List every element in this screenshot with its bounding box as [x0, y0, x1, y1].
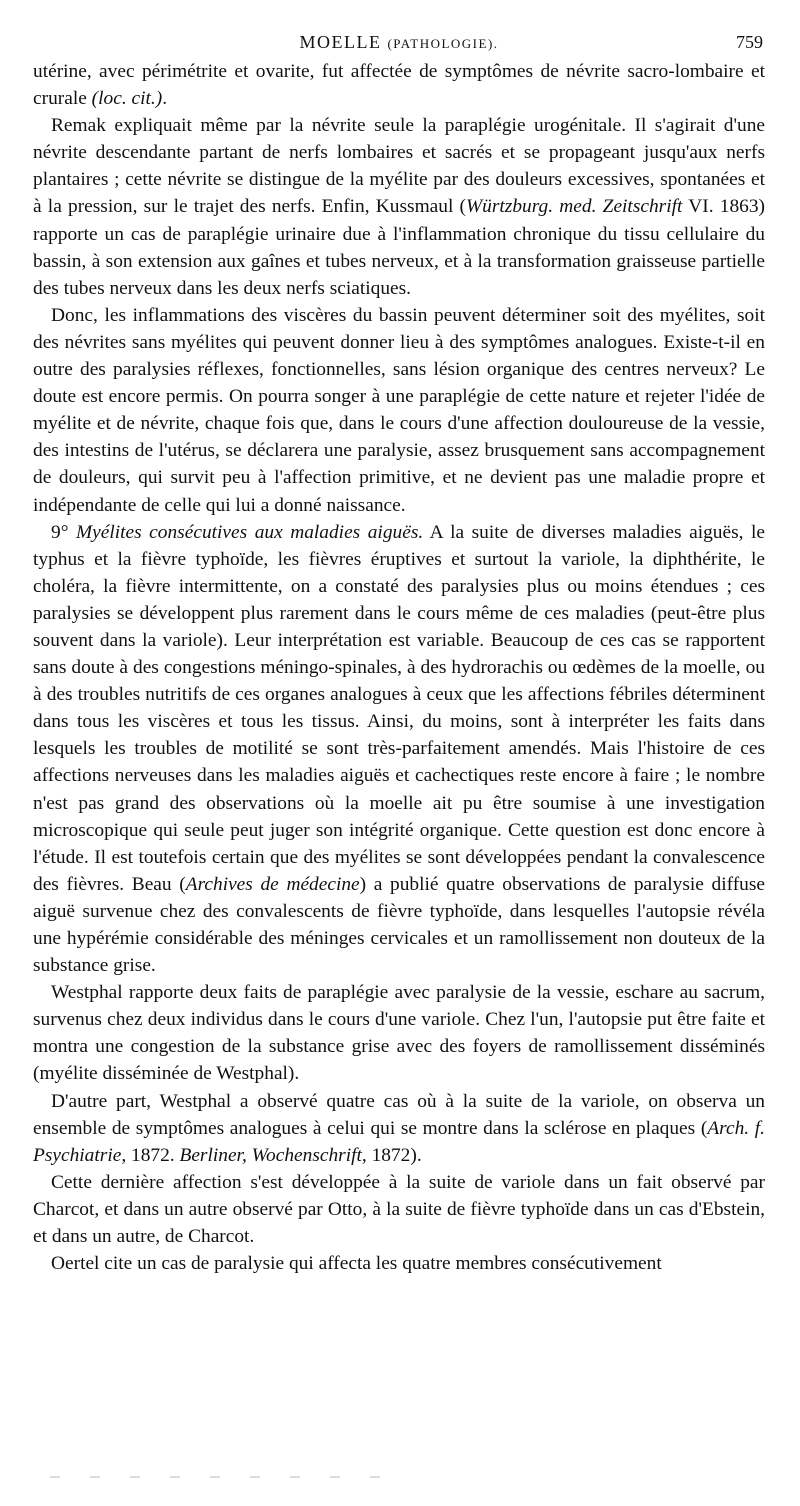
- text-run: utérine, avec périmétrite et ovarite, fut affectée de symptômes de névrite sacro-lombaire et crurale: [33, 61, 765, 110]
- text-run: Cette dernière affection s'est développée à la suite de variole dans un fait observé par Charcot, et dans un autre observé par Otto, à la suite de fièvre typhoïde dans un cas d'Ebstein, et dans un autre, de Charcot.: [33, 1171, 765, 1248]
- paragraph: [33, 302, 765, 519]
- paragraph: [33, 1088, 765, 1169]
- text-run: Remak expliquait même par la névrite seule la paraplégie urogénitale. Il s'agirait d'une névrite descendante partant de nerfs lombaires et sacrés et se propageant jusqu'aux nerfs plantaires ; cette névrite se distingue de la myélite par des douleurs excessives, spontanées et à la pression, sur le trajet des nerfs. Enfin, Kussmaul (: [33, 115, 765, 218]
- bottom-margin-smudge: [50, 1476, 380, 1478]
- page: [33, 30, 765, 1277]
- running-title-main: MOELLE: [299, 32, 382, 52]
- page-number: 759: [736, 32, 763, 52]
- running-title-sub: (PATHOLOGIE).: [387, 36, 499, 51]
- paragraph: [33, 1169, 765, 1250]
- running-title: [33, 32, 765, 53]
- italic-text: Berliner, Wochenschrift: [179, 1144, 362, 1166]
- italic-text: Würtzburg. med. Zeitschrift: [466, 196, 683, 218]
- running-header: [33, 30, 765, 58]
- text-run: Oertel cite un cas de paralysie qui affecta les quatre membres consécutivement: [51, 1253, 662, 1275]
- body-text: [33, 58, 765, 1277]
- text-run: D'autre part, Westphal a observé quatre cas où à la suite de la variole, on observa un ensemble de symptômes analogues à celui qui se montre dans la sclérose en plaques (: [33, 1090, 765, 1139]
- text-run: A la suite de diverses maladies aiguës, le typhus et la fièvre typhoïde, les fièvres éruptives et surtout la variole, la diphthérite, le choléra, la fièvre intermittente, on a constaté des paralysies plus ou moins étendues ; ces paralysies se développent plus rarement dans le cours même de ces maladies (peut-être plus souvent dans la variole). Leur interprétation est variable. Beaucoup de ces cas se rapportent sans doute à des congestions méningo-spinales, à des hydrorachis ou œdèmes de la moelle, ou à des troubles nutritifs de ces organes analogues à ceux que les affections fébriles déterminent dans tous les viscères et tous les tissus. Ainsi, du moins, sont à interpréter les faits dans lesquels les troubles de motilité se sont très-parfaitement amendés. Mais l'histoire de ces affections nerveuses dans les maladies aiguës et cachectiques reste encore à faire ; le nombre n'est pas grand des observations où la moelle ait pu être soumise à une investigation microscopique qui seule peut juger son intégrité organique. Cette question est donc encore à l'étude. Il est toutefois certain que des myélites se sont développées pendant la convalescence des fièvres. Beau (: [33, 521, 765, 895]
- text-run: ) a publié quatre observations de paralysie diffuse aiguë survenue chez des convalescents de fièvre typhoïde, dans lesquelles l'autopsie révéla une hypérémie considérable des méninges cervicales et un ramollissement non douteux de la substance grise.: [33, 873, 765, 977]
- text-run: .: [162, 88, 168, 110]
- text-run: 9°: [51, 521, 76, 543]
- text-run: VI. 1863) rapporte un cas de paraplégie urinaire due à l'inflammation chronique du tissu cellulaire du bassin, à son extension aux gaînes et tubes nerveux, et à la transformation graisseuse partielle des tubes nerveux dans les deux nerfs sciatiques.: [33, 196, 765, 299]
- text-run: , 1872).: [361, 1144, 422, 1166]
- italic-text: Archives de médecine: [185, 873, 360, 895]
- text-run: Westphal rapporte deux faits de paraplégie avec paralysie de la vessie, eschare au sacrum, survenus chez deux individus dans le cours d'une variole. Chez l'un, l'autopsie put être faite et montra une congestion de la substance grise avec des foyers de ramollissement disséminés (myélite disséminée de Westphal).: [33, 982, 765, 1085]
- italic-text: Arch. f. Psychiatrie: [33, 1117, 765, 1166]
- paragraph: [33, 979, 765, 1087]
- paragraph: [33, 519, 765, 980]
- text-run: Donc, les inflammations des viscères du bassin peuvent déterminer soit des myélites, soit des névrites sans myélites qui peuvent donner lieu à des symptômes analogues. Existe-t-il en outre des paralysies réflexes, fonctionnelles, sans lésion organique des centres nerveux? Le doute est encore permis. On pourra songer à une paraplégie de cette nature et rejeter l'idée de myélite et de névrite, chaque fois que, dans le cours d'une affection douloureuse de la vessie, des intestins de l'utérus, se déclarera une paralysie, assez brusquement sans accompagnement de douleurs, qui survit peu à l'affection primitive, et ne devient pas une maladie propre et indépendante de celle qui lui a donné naissance.: [33, 304, 765, 516]
- paragraph: [33, 1250, 765, 1277]
- text-run: , 1872.: [121, 1144, 180, 1166]
- paragraph: [33, 112, 765, 302]
- paragraph: [33, 58, 765, 112]
- italic-text: Myélites consécutives aux maladies aiguës.: [75, 521, 424, 543]
- italic-text: (loc. cit.): [91, 88, 163, 110]
